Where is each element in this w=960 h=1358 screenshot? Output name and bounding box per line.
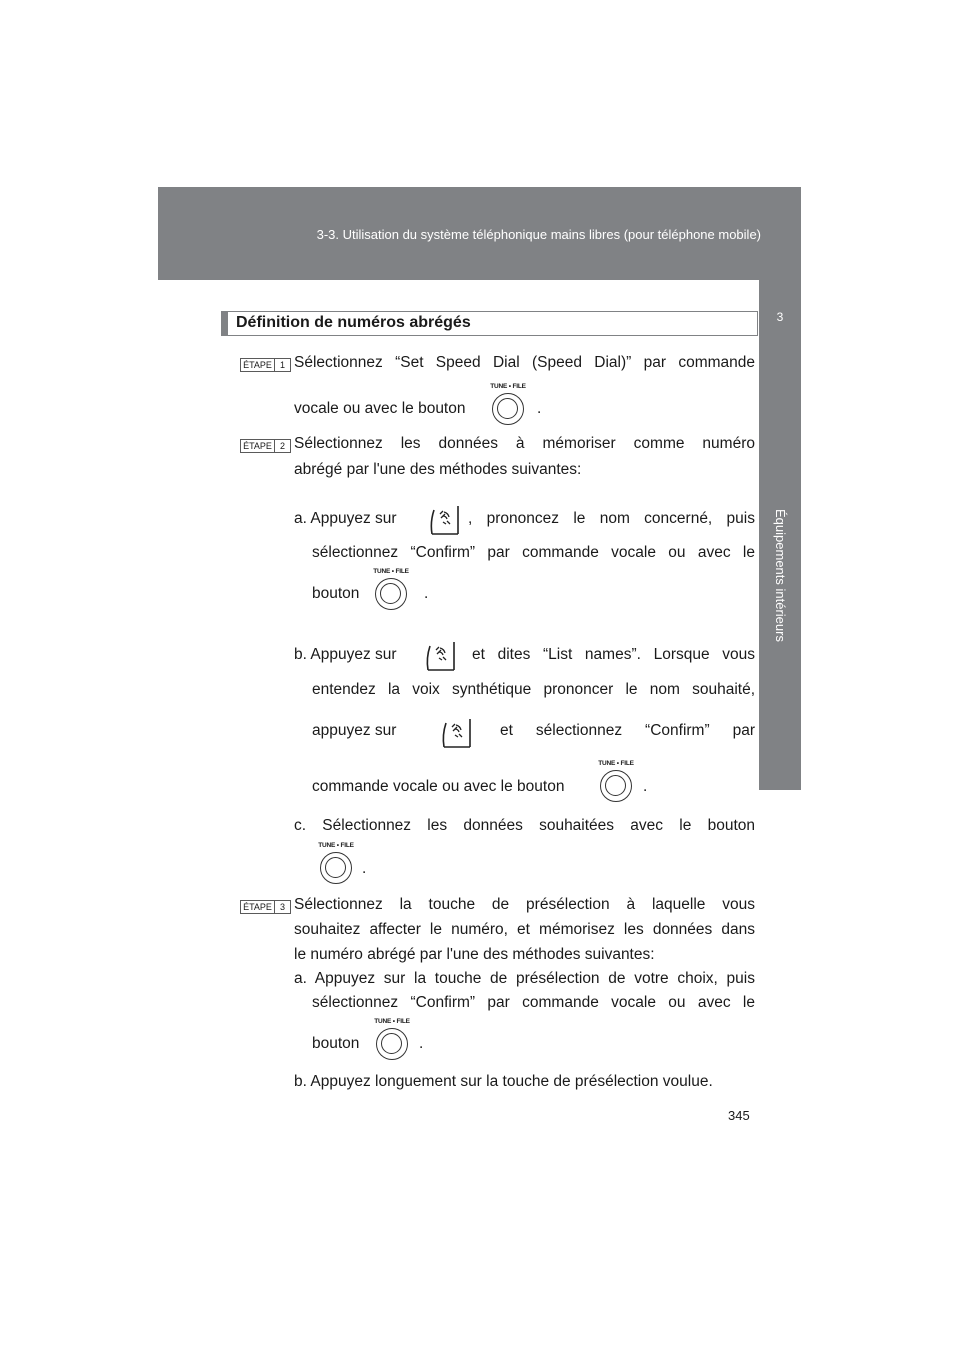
step-number: 3: [274, 901, 290, 913]
tune-file-label: TUNE • FILE: [490, 383, 526, 390]
step-2a-end: .: [424, 585, 429, 602]
step-2c-end: .: [362, 860, 367, 877]
tune-file-label: TUNE • FILE: [598, 760, 634, 767]
step-1-line-1: Sélectionnez “Set Speed Dial (Speed Dial)” par commande: [294, 354, 755, 371]
tune-file-label: TUNE • FILE: [374, 1018, 410, 1025]
chapter-number: 3: [776, 310, 784, 324]
step-2c-line-1: c. Sélectionnez les données souhaitées avec le bouton: [294, 817, 755, 834]
chapter-side-tab: [759, 280, 801, 790]
step-number: 2: [274, 440, 290, 452]
step-2b-line-3-suffix: et sélectionnez “Confirm” par: [500, 722, 755, 739]
step-2a-line-3: bouton: [312, 585, 360, 602]
step-2b-line-4: commande vocale ou avec le bouton: [312, 778, 565, 795]
step-2a-prefix: a. Appuyez sur: [294, 510, 397, 527]
tune-file-label: TUNE • FILE: [373, 568, 409, 575]
step-word: ÉTAPE: [243, 441, 272, 451]
step-3b-line-1: b. Appuyez longuement sur la touche de présélection voulue.: [294, 1073, 713, 1090]
talk-switch-icon: [440, 713, 474, 749]
step-1-badge: [240, 358, 291, 372]
talk-switch-icon: [424, 636, 458, 672]
step-2b-prefix: b. Appuyez sur: [294, 646, 397, 663]
step-word: ÉTAPE: [243, 360, 272, 370]
step-2b-line-2: entendez la voix synthétique prononcer le nom souhaité,: [312, 681, 755, 698]
chapter-title-wrap: [759, 370, 801, 780]
page-number: 345: [728, 1108, 750, 1123]
step-3a-line-1: a. Appuyez sur la touche de présélection de votre choix, puis: [294, 970, 755, 987]
step-3a-line-3: bouton: [312, 1035, 360, 1052]
knob-circle: [600, 770, 632, 802]
step-2-line-2: abrégé par l'une des méthodes suivantes:: [294, 461, 582, 478]
section-title: Définition de numéros abrégés: [236, 314, 471, 331]
step-2-line-1: Sélectionnez les données à mémoriser comme numéro: [294, 435, 755, 452]
step-3-line-3: le numéro abrégé par l'une des méthodes suivantes:: [294, 946, 655, 963]
step-2b-end: .: [643, 778, 648, 795]
step-3a-end: .: [419, 1035, 424, 1052]
step-2b-line-3-prefix: appuyez sur: [312, 722, 397, 739]
tune-file-knob-icon: [310, 842, 362, 892]
step-1-line-2: vocale ou avec le bouton: [294, 400, 466, 417]
step-2a-line-2: sélectionnez “Confirm” par commande vocale ou avec le: [312, 544, 755, 561]
step-number: 1: [274, 359, 290, 371]
step-3-badge: [240, 900, 291, 914]
knob-circle: [320, 852, 352, 884]
knob-circle: [375, 578, 407, 610]
talk-switch-icon: [428, 500, 462, 536]
step-word: ÉTAPE: [243, 902, 272, 912]
knob-circle: [492, 393, 524, 425]
header-band: [158, 187, 801, 280]
step-2b-suffix: et dites “List names”. Lorsque vous: [472, 646, 755, 663]
section-breadcrumb: 3-3. Utilisation du système téléphonique mains libres (pour téléphone mobile): [316, 227, 761, 242]
knob-circle: [376, 1028, 408, 1060]
step-2-badge: [240, 439, 291, 453]
tune-file-knob-icon: [365, 568, 417, 618]
tune-file-knob-icon: [366, 1018, 418, 1068]
section-heading: [221, 311, 758, 336]
tune-file-knob-icon: [482, 383, 534, 433]
step-3a-line-2: sélectionnez “Confirm” par commande vocale ou avec le: [312, 994, 755, 1011]
tune-file-knob-icon: [590, 760, 642, 810]
heading-accent-bar: [222, 312, 228, 335]
step-2a-suffix: , prononcez le nom concerné, puis: [468, 510, 755, 527]
step-3-line-1: Sélectionnez la touche de présélection à laquelle vous: [294, 896, 755, 913]
step-1-end: .: [537, 400, 542, 417]
step-3-line-2: souhaitez affecter le numéro, et mémorisez les données dans: [294, 921, 755, 938]
chapter-title: Équipements intérieurs: [772, 508, 788, 642]
tune-file-label: TUNE • FILE: [318, 842, 354, 849]
